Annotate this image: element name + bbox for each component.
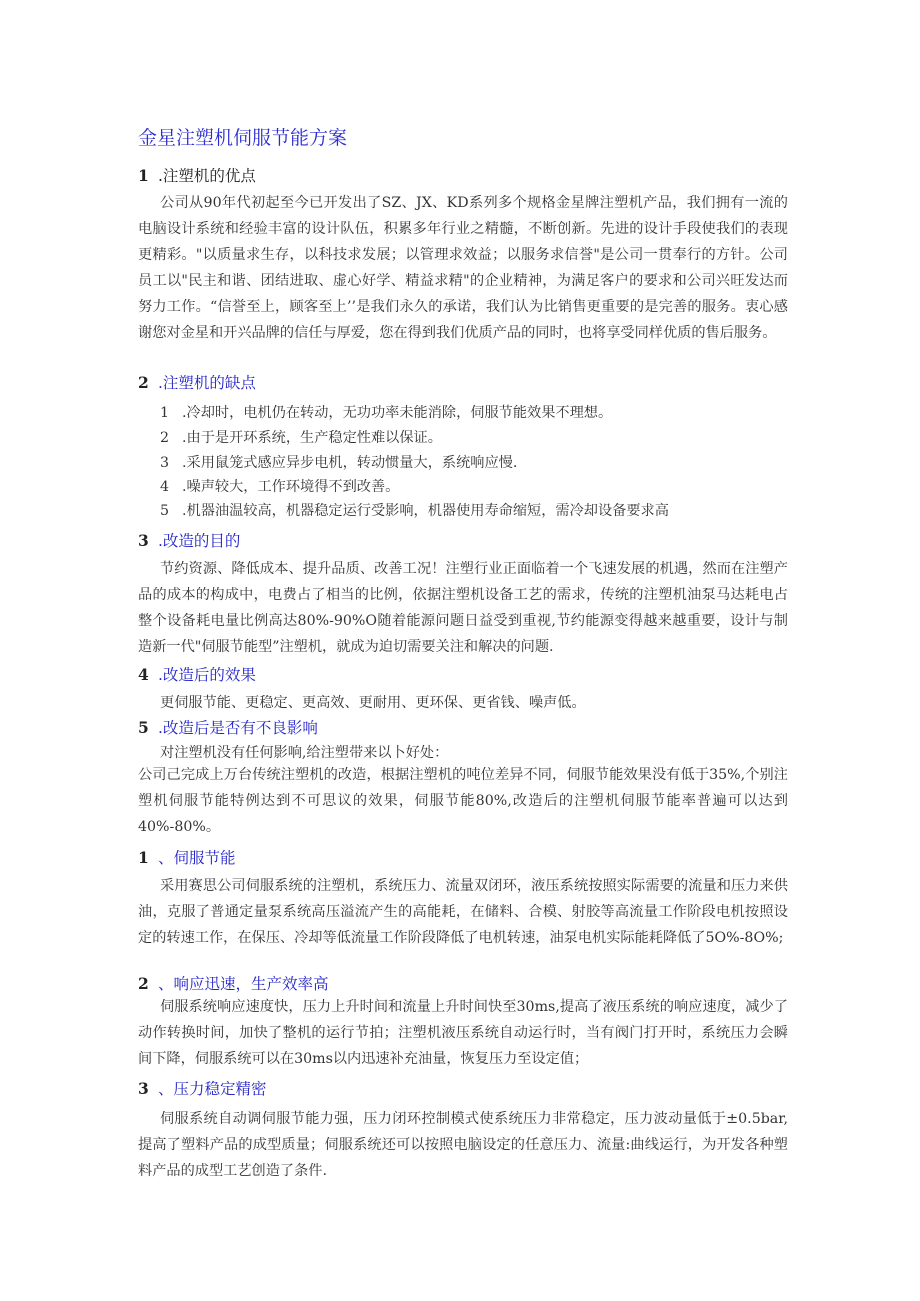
list-item-text: .由于是开环系统，生产稳定性难以保证。 xyxy=(182,430,442,446)
point-label: 、压力稳定精密 xyxy=(158,1080,267,1098)
section-4-heading xyxy=(138,663,256,685)
list-item-number: 2 xyxy=(160,430,170,446)
point-3-paragraph: 伺服系统自动调伺服节能力强，压力闭环控制模式使系统压力非常稳定，压力波动量低于±0.5bar,提高了塑料产品的成型质量；伺服系统还可以按照电脑设定的任意压力、流量:曲线运行，为开发各种塑料产品的成型工艺创造了条件. xyxy=(138,1111,788,1179)
section-label: .注塑机的优点 xyxy=(158,167,256,185)
section-3-heading xyxy=(138,529,240,551)
section-label: .改造的目的 xyxy=(158,532,241,550)
section-number: 3 xyxy=(138,531,149,550)
list-item-text: .噪声较大，工作环境得不到改善。 xyxy=(182,479,400,495)
list-item-text: .冷却时，电机仍在转动，无功功率未能消除，伺服节能效果不理想。 xyxy=(182,405,613,421)
section-2-heading xyxy=(138,371,256,393)
point-1-heading xyxy=(138,846,236,868)
point-2-paragraph: 伺服系统响应速度快，压力上升时间和流量上升时间快至30ms,提高了液压系统的响应速度，减少了动作转换时间，加快了整机的运行节拍；注塑机液压系统自动运行时，当有阀门打开时，系统压力会瞬间下降，伺服系统可以在30ms以内迅速补充油量，恢复压力至设定值； xyxy=(138,999,788,1067)
list-item-number: 4 xyxy=(160,479,170,495)
section-5-heading xyxy=(138,716,318,738)
page-title: 金星注塑机伺服节能方案 xyxy=(138,127,348,149)
list-item-text: .采用鼠笼式感应异步电机，转动惯量大，系统响应慢. xyxy=(182,455,518,471)
list-item xyxy=(160,402,612,422)
section-5-line: 对注塑机没有任何影响,给注塑带来以卜好处： xyxy=(160,745,449,761)
list-item xyxy=(160,452,517,472)
point-2-heading xyxy=(138,972,329,994)
section-5-paragraph: 公司己完成上万台传统注塑机的改造，根据注塑机的吨位差异不同，伺服节能效果没有低于35%,个别注塑机伺服节能特例达到不可思议的效果，伺服节能80%,改造后的注塑机伺服节能率普遍可以达到40%-80%。 xyxy=(138,767,788,835)
point-3-heading xyxy=(138,1077,267,1099)
point-label: 、响应迅速，生产效率高 xyxy=(158,975,329,993)
point-label: 、伺服节能 xyxy=(158,849,236,867)
list-item-number: 3 xyxy=(160,455,170,471)
list-item xyxy=(160,500,669,520)
section-number: 1 xyxy=(138,166,149,185)
section-number: 5 xyxy=(138,718,149,737)
point-1-paragraph: 采用赛思公司伺服系统的注塑机，系统压力、流量双闭环，液压系统按照实际需要的流量和压力来供油，克服了普通定量泵系统高压溢流产生的高能耗，在储料、合模、射胶等高流量工作阶段电机按照设定的转速工作，在保压、冷却等低流量工作阶段降低了电机转速，油泵电机实际能耗降低了5O%-8O%; xyxy=(138,878,788,946)
list-item xyxy=(160,476,399,496)
section-number: 4 xyxy=(138,665,149,684)
section-label: .注塑机的缺点 xyxy=(158,374,256,392)
list-item-number: 1 xyxy=(160,405,170,421)
section-3-paragraph: 节约资源、降低成本、提升品质、改善工况！注塑行业正面临着一个飞速发展的机遇，然而在注塑产品的成本的构成中，电费占了相当的比例，依据注塑机设备工艺的需求，传统的注塑机油泵马达耗电占整个设备耗电量比例高达80%-90%O随着能源问题日益受到重视,节约能源变得越来越重要，设计与制造新一代"伺服节能型”注塑机，就成为迫切需要关注和解决的问题. xyxy=(138,561,788,655)
section-number: 2 xyxy=(138,373,149,392)
section-label: .改造后的效果 xyxy=(158,666,256,684)
point-number: 3 xyxy=(138,1079,149,1098)
list-item xyxy=(160,427,442,447)
point-number: 1 xyxy=(138,848,149,867)
section-1-paragraph: 公司从90年代初起至今已开发出了SZ、JX、KD系列多个规格金星牌注塑机产品，我们拥有一流的电脑设计系统和经验丰富的设计队伍，积累多年行业之精髓，不断创新。先进的设计手段使我们的表现更精彩。"以质量求生存，以科技求发展；以管理求效益；以服务求信誉"是公司一贯奉行的方针。公司员工以"民主和谐、团结进取、虚心好学、精益求精"的企业精神，为满足客户的要求和公司兴旺发达而努力工作。“信誉至上，顾客至上’’是我们永久的承诺，我们认为比销售更重要的是完善的服务。衷心感谢您对金星和开兴品牌的信任与厚爱，您在得到我们优质产品的同时，也将享受同样优质的售后服务。 xyxy=(138,195,788,341)
section-1-heading xyxy=(138,164,256,186)
section-label: .改造后是否有不良影响 xyxy=(158,719,318,737)
section-4-line: 更伺服节能、更稳定、更高效、更耐用、更环保、更省钱、噪声低。 xyxy=(160,695,586,711)
point-number: 2 xyxy=(138,974,149,993)
list-item-number: 5 xyxy=(160,503,170,519)
list-item-text: .机器油温较高，机器稳定运行受影响，机器使用寿命缩短，需冷却设备要求高 xyxy=(182,503,669,519)
